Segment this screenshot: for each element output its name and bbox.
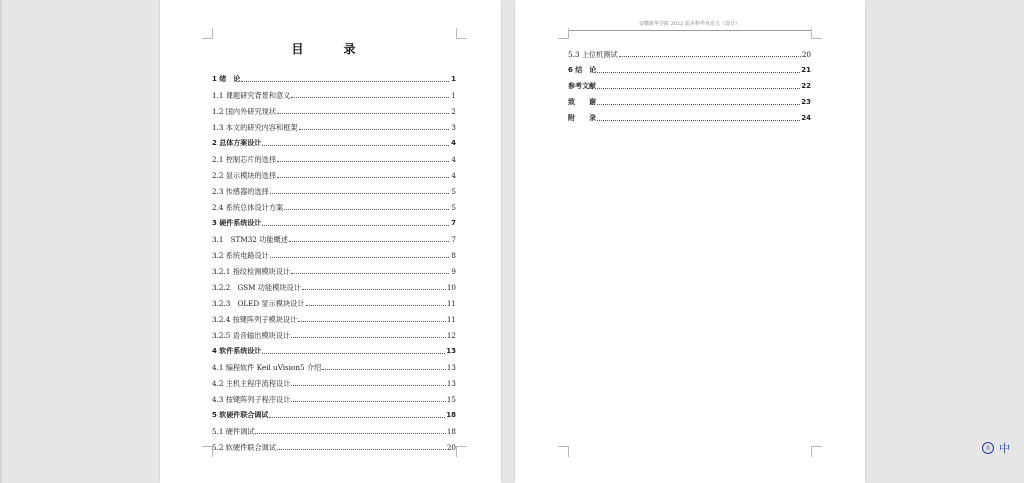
toc-entry-page: 4 — [451, 171, 456, 180]
toc-entry-page: 4 — [451, 155, 456, 164]
toc-entry[interactable] — [568, 43, 811, 59]
left-edge-scrollbar[interactable] — [0, 0, 2, 483]
toc-entry-page: 18 — [446, 427, 456, 436]
toc-entry-page: 13 — [446, 347, 456, 355]
ime-indicator[interactable] — [982, 440, 1010, 456]
toc-entry-page: 1 — [451, 75, 456, 83]
toc-entry-page: 7 — [451, 219, 456, 227]
toc-entry-label: 2.2 显示模块的选择 — [212, 171, 277, 180]
toc-leader-dots — [291, 400, 445, 402]
toc-entry-page: 3 — [451, 123, 456, 132]
toc-entry[interactable] — [212, 132, 456, 148]
toc-entry-page: 4 — [451, 139, 456, 147]
toc-entry-label: 4.2 主机主程序流程设计 — [212, 379, 291, 388]
margin-mark-top-right — [811, 28, 822, 39]
toc-entry[interactable] — [212, 404, 456, 420]
toc-leader-dots — [597, 71, 800, 73]
toc-entry-page: 9 — [451, 267, 456, 276]
margin-mark-bottom-left — [558, 446, 569, 457]
toc-entry-label: 1.1 课题研究背景和意义 — [212, 91, 291, 100]
margin-mark-bottom-right — [811, 446, 822, 457]
toc-entry-label: 2.3 传感器的选择 — [212, 187, 269, 196]
toc-entry[interactable] — [212, 436, 456, 452]
toc-entry[interactable] — [212, 212, 456, 228]
toc-entry-page: 23 — [801, 98, 811, 106]
toc-leader-dots — [298, 320, 446, 322]
toc-entry-page: 1 — [451, 91, 456, 100]
running-header: 安徽新华学院 2022 届本科毕业论文（设计） — [568, 20, 811, 31]
toc-leader-dots — [322, 368, 446, 370]
toc-leader-dots — [262, 144, 449, 146]
toc-entry-label: 2.1 控制芯片的选择 — [212, 155, 277, 164]
toc-leader-dots — [269, 416, 445, 418]
margin-mark-top-right — [456, 28, 467, 39]
toc-list — [568, 43, 811, 123]
toc-entry-label: 4.3 按键阵列子程序设计 — [212, 395, 291, 404]
toc-entry[interactable] — [212, 420, 456, 436]
toc-leader-dots — [277, 176, 449, 178]
toc-leader-dots — [291, 336, 446, 338]
toc-entry-page: 21 — [801, 66, 811, 74]
toc-entry-label: 参考文献 — [568, 82, 596, 90]
toc-entry[interactable] — [212, 324, 456, 340]
toc-entry-label: 3.1 STM32 功能概述 — [212, 235, 288, 244]
toc-entry-page: 7 — [451, 235, 456, 244]
toc-entry-page: 18 — [446, 411, 456, 419]
toc-leader-dots — [619, 55, 801, 57]
toc-entry-label: 3 硬件系统设计 — [212, 219, 262, 227]
toc-leader-dots — [302, 288, 446, 290]
toc-leader-dots — [299, 128, 449, 130]
toc-leader-dots — [270, 192, 449, 194]
toc-leader-dots — [597, 87, 800, 89]
toc-leader-dots — [262, 352, 445, 354]
toc-entry-page: 2 — [451, 107, 456, 116]
toc-entry-label: 3.2.1 指纹检测模块设计 — [212, 267, 291, 276]
toc-leader-dots — [241, 80, 449, 82]
toc-entry-page: 13 — [446, 363, 456, 372]
toc-leader-dots — [289, 240, 449, 242]
toc-entry-label: 4.1 编程软件 Keil uVision5 介绍 — [212, 363, 322, 372]
toc-entry-label: 5.2 软硬件联合调试 — [212, 443, 277, 452]
toc-leader-dots — [306, 304, 446, 306]
toc-entry[interactable] — [212, 292, 456, 308]
document-page-toc — [160, 0, 501, 483]
toc-entry-page: 22 — [801, 82, 811, 90]
toc-leader-dots — [597, 103, 800, 105]
toc-leader-dots — [291, 384, 445, 386]
toc-leader-dots — [277, 160, 449, 162]
toc-entry-label: 3.2.4 按键阵列子模块设计 — [212, 315, 298, 324]
ime-language-label: 中 — [999, 442, 1010, 455]
toc-entry-label: 3.2.2 GSM 功能模块设计 — [212, 283, 301, 292]
toc-entry-label: 1 绪 论 — [212, 75, 241, 83]
toc-leader-dots — [284, 208, 449, 210]
toc-entry-label: 致 谢 — [568, 98, 596, 106]
toc-leader-dots — [291, 272, 449, 274]
toc-entry-page: 5 — [451, 203, 456, 212]
toc-entry-label: 3.2 系统电路设计 — [212, 251, 269, 260]
toc-entry-label: 5 软硬件联合调试 — [212, 411, 269, 419]
toc-entry-label: 2 总体方案设计 — [212, 139, 262, 147]
toc-leader-dots — [270, 256, 449, 258]
document-page-toc-continued — [515, 0, 865, 483]
toc-entry-page: 20 — [446, 443, 456, 452]
toc-entry[interactable] — [212, 388, 456, 404]
toc-entry-label: 3.2.5 语音输出模块设计 — [212, 331, 291, 340]
toc-entry[interactable] — [212, 308, 456, 324]
toc-entry[interactable] — [212, 180, 456, 196]
toc-entry[interactable] — [568, 107, 811, 123]
toc-entry[interactable] — [212, 340, 456, 356]
toc-entry-page: 11 — [446, 299, 456, 308]
toc-list — [212, 68, 456, 452]
toc-leader-dots — [277, 448, 446, 450]
toc-entry-label: 4 软件系统设计 — [212, 347, 262, 355]
toc-entry-page: 5 — [451, 187, 456, 196]
toc-entry-label: 6 结 论 — [568, 66, 597, 74]
toc-entry-label: 1.3 本文的研究内容和框架 — [212, 123, 298, 132]
toc-entry-page: 12 — [446, 331, 456, 340]
toc-entry-label: 5.3 上位机测试 — [568, 50, 618, 59]
toc-entry-page: 24 — [801, 114, 811, 122]
toc-entry-label: 5.1 硬件调试 — [212, 427, 255, 436]
toc-leader-dots — [262, 224, 449, 226]
toc-entry[interactable] — [212, 148, 456, 164]
toc-entry[interactable] — [212, 260, 456, 276]
toc-entry[interactable] — [568, 59, 811, 75]
toc-entry[interactable] — [212, 68, 456, 84]
toc-entry-page: 10 — [446, 283, 456, 292]
margin-mark-top-left — [202, 28, 213, 39]
toc-entry-label: 1.2 国内外研究现状 — [212, 107, 277, 116]
toc-entry[interactable] — [212, 228, 456, 244]
toc-leader-dots — [597, 119, 800, 121]
toc-entry-page: 13 — [446, 379, 456, 388]
toc-title: 目 录 — [291, 42, 370, 56]
margin-mark-top-left — [558, 28, 569, 39]
toc-leader-dots — [255, 432, 445, 434]
toc-entry[interactable] — [212, 100, 456, 116]
toc-entry[interactable] — [212, 276, 456, 292]
toc-entry[interactable] — [212, 356, 456, 372]
toc-entry-page: 11 — [446, 315, 456, 324]
toc-entry[interactable] — [212, 164, 456, 180]
toc-leader-dots — [277, 112, 449, 114]
toc-entry-label: 附 录 — [568, 114, 596, 122]
ime-mode-icon: 英 — [982, 442, 994, 454]
toc-entry[interactable] — [212, 116, 456, 132]
toc-entry[interactable] — [568, 91, 811, 107]
toc-entry-page: 20 — [801, 50, 811, 59]
toc-entry[interactable] — [212, 372, 456, 388]
toc-leader-dots — [291, 96, 449, 98]
toc-entry-page: 8 — [451, 251, 456, 260]
toc-entry-label: 3.2.3 OLED 显示模块设计 — [212, 299, 305, 308]
toc-entry[interactable] — [212, 244, 456, 260]
toc-entry[interactable] — [212, 196, 456, 212]
toc-entry[interactable] — [568, 75, 811, 91]
toc-entry-page: 15 — [446, 395, 456, 404]
toc-entry-label: 2.4 系统总体设计方案 — [212, 203, 284, 212]
margin-mark-bottom-right — [456, 446, 467, 457]
toc-entry[interactable] — [212, 84, 456, 100]
